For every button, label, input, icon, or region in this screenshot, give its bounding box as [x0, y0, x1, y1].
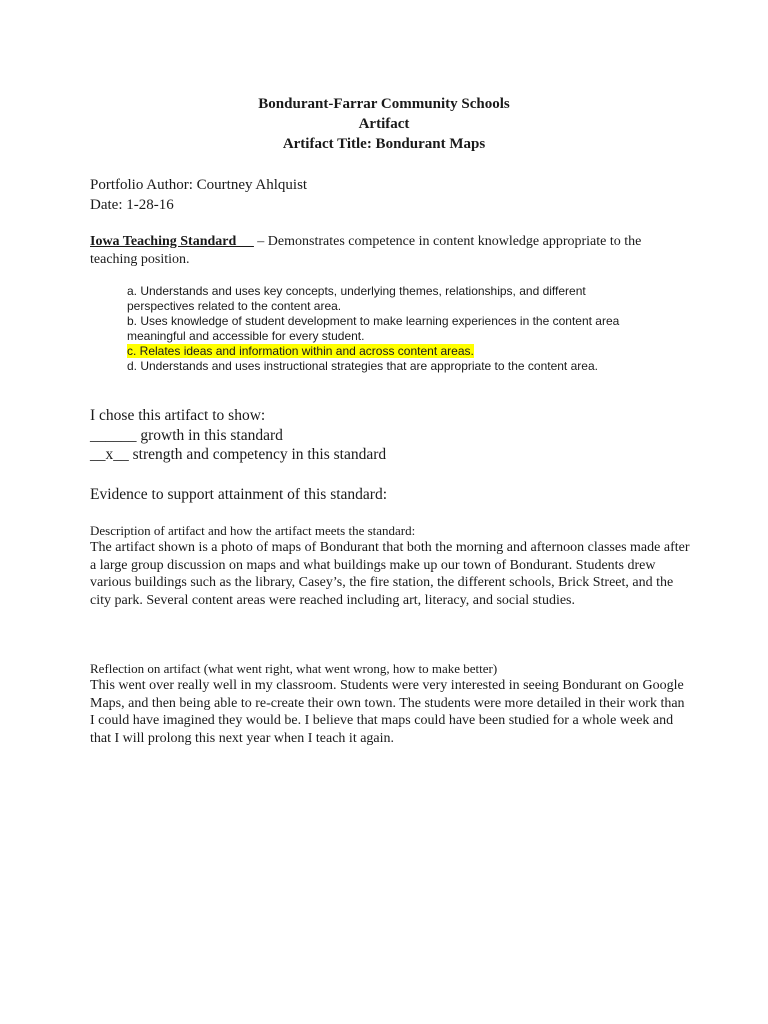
- standard-criteria: [127, 284, 647, 374]
- choice-strength: __x__ strength and competency in this standard: [90, 446, 387, 463]
- artifact-description: [90, 522, 690, 609]
- choice-growth: ______ growth in this standard: [90, 426, 283, 444]
- reflection-body: This went over really well in my classroom. Students were very interested in seeing Bondurant on Google Maps, and then being able to re-create their own town. The students were more detailed in their work than I could have imagined they would be. I believe that maps could have been studied for a whole week and that I will prolong this next year when I teach it again.: [90, 678, 685, 746]
- criterion-a: a. Understands and uses key concepts, underlying themes, relationships, and different perspectives related to the content area.: [127, 284, 586, 313]
- choice-intro: I chose this artifact to show:: [90, 407, 266, 424]
- description-heading: Description of artifact and how the artifact meets the standard:: [90, 523, 416, 538]
- document-kind: Artifact: [358, 116, 410, 132]
- artifact-reflection: [90, 660, 690, 747]
- teaching-standard: [90, 233, 680, 269]
- artifact-choice: [90, 406, 386, 465]
- description-body: The artifact shown is a photo of maps of Bondurant that both the morning and afternoon classes made after a large group discussion on maps and what buildings make up our town of Bondurant. Students drew various buildings such as the library, Casey’s, the fire station, the different schools, Brick Street, and the city park. Several content areas were reached including art, literacy, and social studies.: [90, 540, 690, 608]
- portfolio-author: Portfolio Author: Courtney Ahlquist: [90, 177, 308, 193]
- standard-label: Iowa Teaching Standard __: [90, 234, 254, 249]
- criterion-b: b. Uses knowledge of student development to make learning experiences in the content area meaningful and accessible for every student.: [127, 314, 620, 343]
- standard-description: – Demonstrates competence in content knowledge appropriate to the teaching position.: [90, 234, 642, 267]
- reflection-heading: Reflection on artifact (what went right, what went wrong, how to make better): [90, 661, 498, 676]
- portfolio-date: Date: 1-28-16: [90, 197, 174, 213]
- evidence-heading: Evidence to support attainment of this standard:: [90, 486, 388, 503]
- school-name: Bondurant-Farrar Community Schools: [258, 96, 510, 112]
- portfolio-meta: [90, 175, 307, 215]
- document-header: [0, 94, 768, 154]
- criterion-d: d. Understands and uses instructional strategies that are appropriate to the content area.: [127, 359, 598, 373]
- criterion-c-highlighted: c. Relates ideas and information within and across content areas.: [127, 344, 474, 358]
- artifact-title: Artifact Title: Bondurant Maps: [282, 136, 486, 152]
